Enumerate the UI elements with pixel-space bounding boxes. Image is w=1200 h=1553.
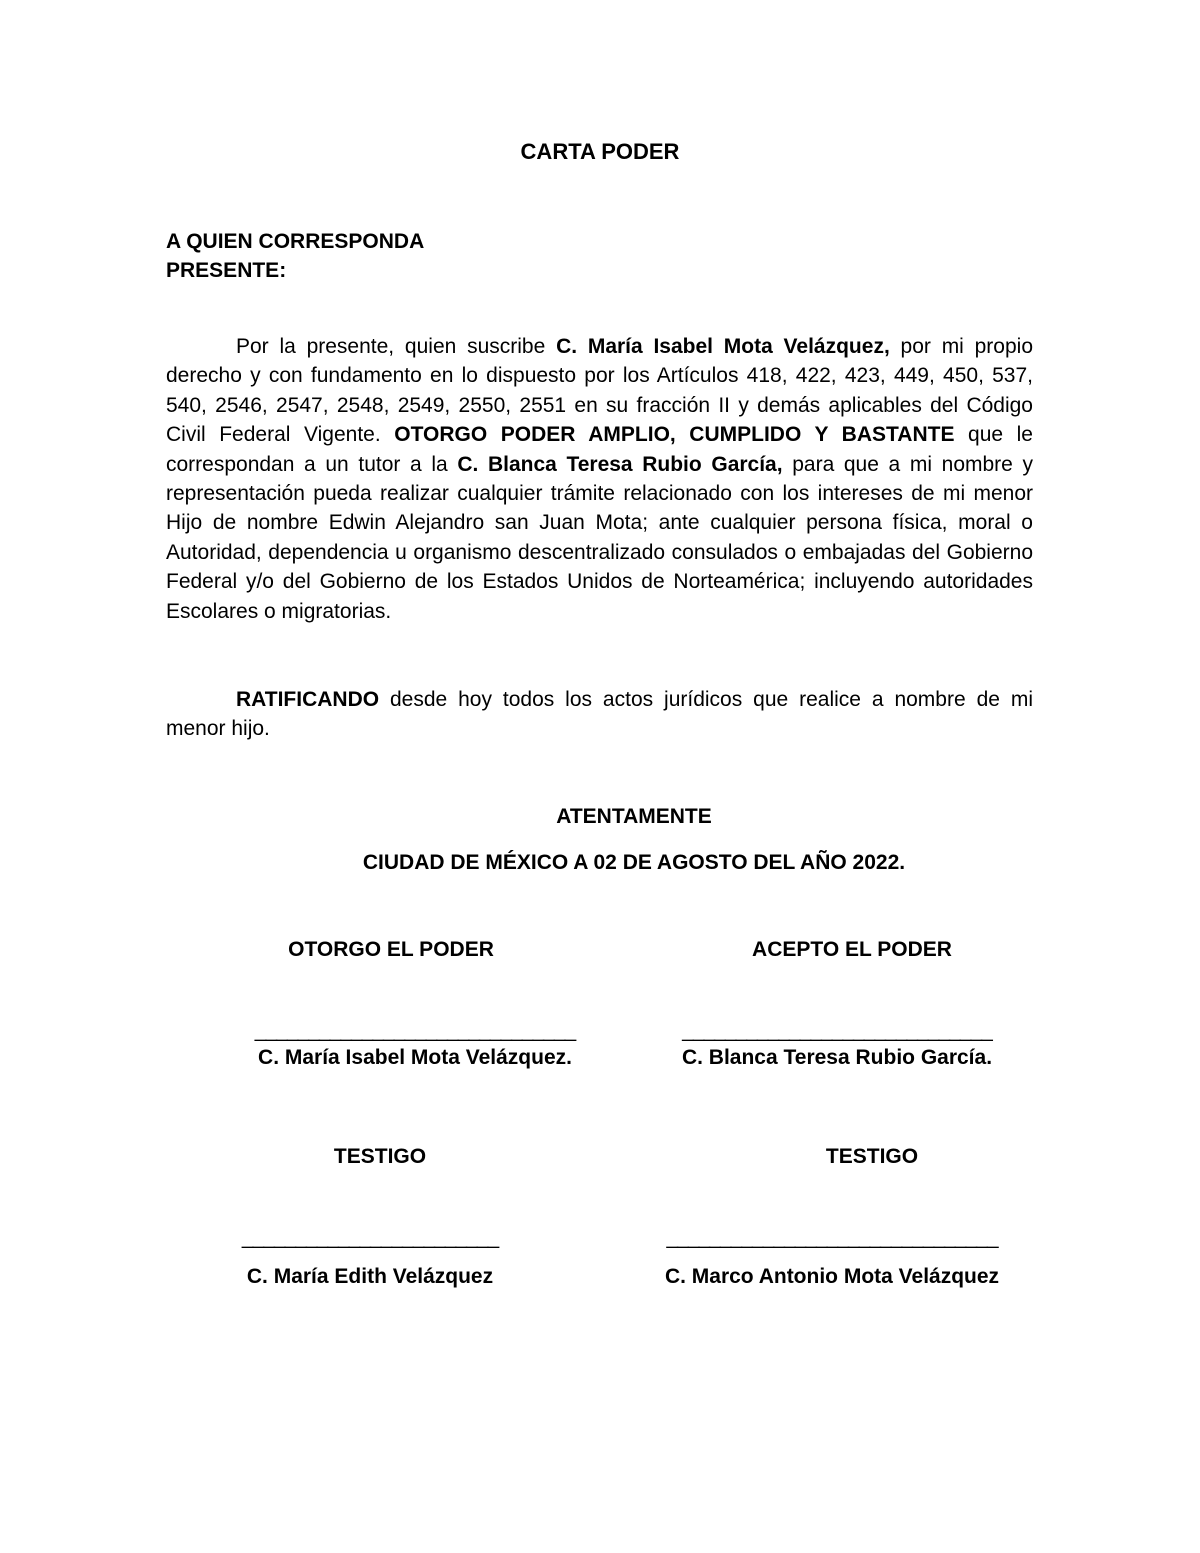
paragraph-1-text-1: Por la presente, quien suscribe xyxy=(236,335,557,358)
grantee-heading: ACEPTO EL PODER xyxy=(752,938,952,961)
document-title: CARTA PODER xyxy=(520,139,680,164)
grantor-signature-line: ______________________________ xyxy=(254,1019,576,1042)
paragraph-1-text-3: que le correspondan a un tutor a la xyxy=(166,423,1033,476)
grantee-name-inline: C. Blanca Teresa Rubio García, xyxy=(457,452,783,476)
witness-1-signature-line: ________________________ xyxy=(241,1226,499,1249)
closing-salutation: ATENTAMENTE xyxy=(556,805,712,828)
witness-1-name: C. María Edith Velázquez xyxy=(246,1265,494,1288)
place-and-date: CIUDAD DE MÉXICO A 02 DE AGOSTO DEL AÑO 2022. xyxy=(362,851,906,874)
grantor-heading: OTORGO EL PODER xyxy=(288,938,494,961)
body-paragraph-1 xyxy=(166,332,1033,626)
power-grant-statement: OTORGO PODER AMPLIO, CUMPLIDO Y BASTANTE xyxy=(394,423,955,447)
paragraph-1-text-2: por mi propio derecho y con fundamento en lo dispuesto por los Artículos 418, 422, 423, 449, 450, 537, 540, 2546, 2547, 2548, 2549, 2550, 2551 en su fracción II y demás aplicables del Código Civil Federal Vigente. xyxy=(166,335,1034,447)
addressee-line-1: A QUIEN CORRESPONDA xyxy=(166,230,425,253)
grantor-name: C. María Isabel Mota Velázquez. xyxy=(258,1046,572,1069)
signature-block-witness-1 xyxy=(150,1145,590,1289)
witness-2-signature-line: _______________________________ xyxy=(666,1226,998,1249)
addressee-line-2: PRESENTE: xyxy=(166,259,287,282)
paragraph-2-text: desde hoy todos los actos jurídicos que realice a nombre de mi menor hijo. xyxy=(166,688,1033,741)
signature-block-grantor xyxy=(190,938,640,1070)
signature-block-witness-2 xyxy=(612,1145,1052,1289)
witness-1-heading: TESTIGO xyxy=(333,1145,427,1168)
grantor-name-inline: C. María Isabel Mota Velázquez, xyxy=(556,335,890,358)
ratification-keyword: RATIFICANDO xyxy=(236,688,380,711)
signature-block-grantee xyxy=(612,938,1062,1070)
grantee-name: C. Blanca Teresa Rubio García. xyxy=(681,1046,993,1069)
witness-2-name: C. Marco Antonio Mota Velázquez xyxy=(664,1265,1000,1288)
witness-2-heading: TESTIGO xyxy=(825,1145,919,1168)
body-paragraph-2 xyxy=(166,685,1033,744)
grantee-signature-line: _____________________________ xyxy=(682,1019,992,1042)
paragraph-1-text-4: para que a mi nombre y representación pueda realizar cualquier trámite relacionado con los intereses de mi menor Hijo de nombre Edwin Alejandro san Juan Mota; ante cualquier persona física, moral o Autoridad, dependencia u organismo descentralizado consulados o embajadas del Gobierno Federal y/o del Gobierno de los Estados Unidos de Norteamérica; incluyendo autoridades Escolares o migratorias. xyxy=(166,452,1033,623)
